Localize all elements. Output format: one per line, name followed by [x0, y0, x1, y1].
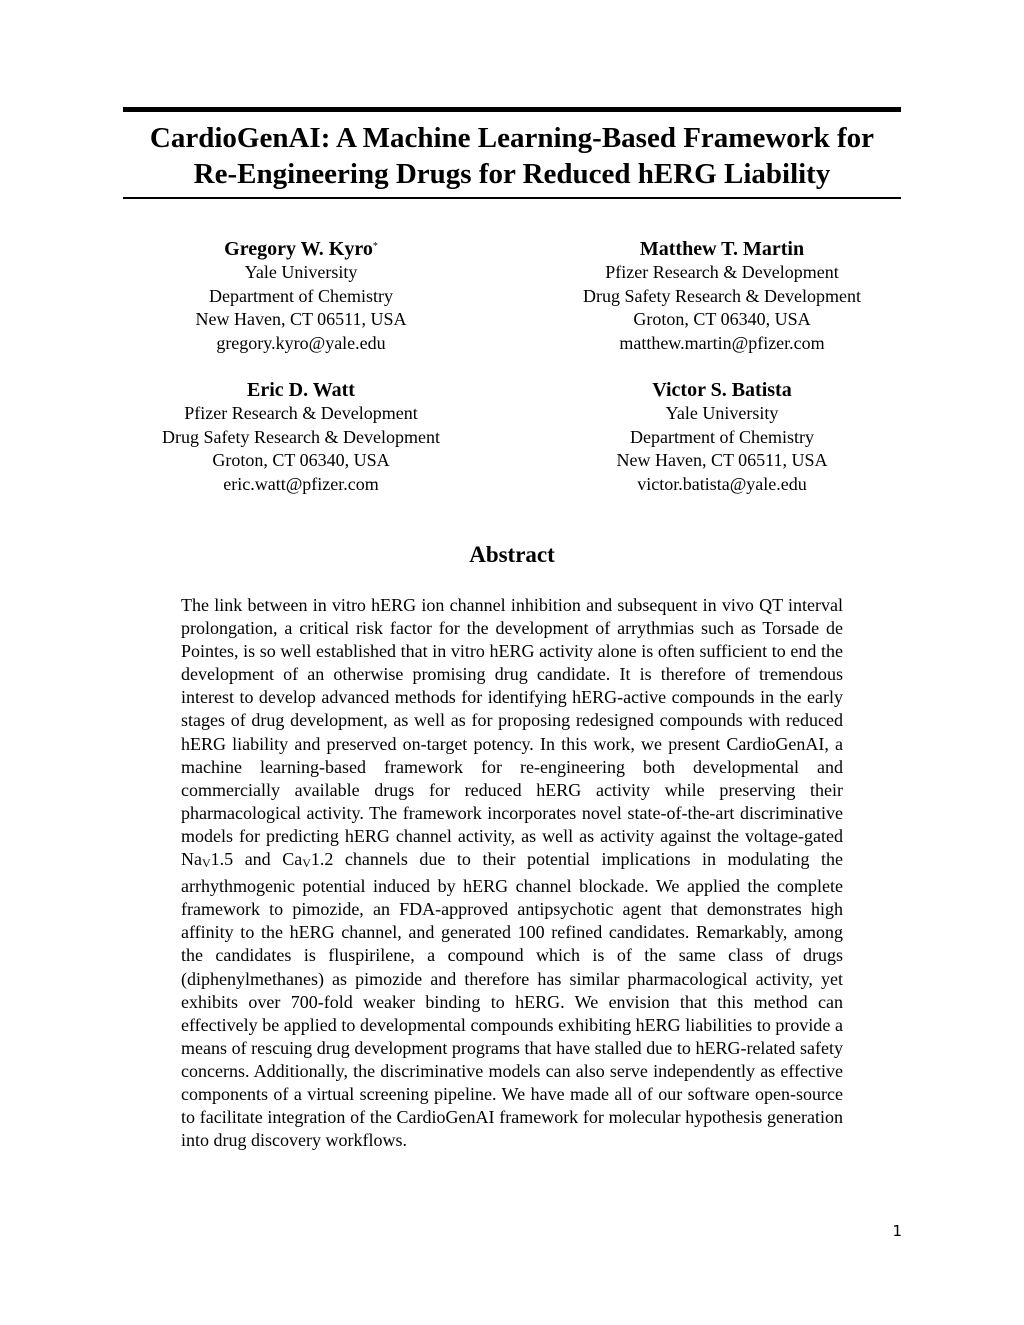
author-block-martin: [522, 237, 922, 355]
corresponding-author-mark: *: [372, 241, 378, 252]
author-address: New Haven, CT 06511, USA: [616, 450, 828, 470]
paper-title-line-1: CardioGenAI: A Machine Learning-Based Framework for: [149, 122, 875, 154]
author-email: victor.batista@yale.edu: [637, 473, 807, 494]
title-rule-top: [123, 107, 901, 112]
author-affiliation: Pfizer Research & Development: [605, 262, 839, 282]
author-department: Department of Chemistry: [209, 285, 393, 306]
author-name: Victor S. Batista: [652, 379, 792, 401]
author-address: Groton, CT 06340, USA: [212, 450, 390, 470]
page-number: 1: [892, 1222, 902, 1240]
author-block-watt: [101, 378, 501, 496]
author-email: gregory.kyro@yale.edu: [216, 332, 386, 353]
author-email: eric.watt@pfizer.com: [223, 473, 379, 494]
author-affiliation: Yale University: [665, 403, 779, 423]
author-name: Gregory W. Kyro*: [224, 238, 378, 260]
author-block-batista: [522, 378, 922, 496]
author-affiliation: Yale University: [244, 262, 358, 282]
author-affiliation: Pfizer Research & Development: [184, 403, 418, 423]
paper-title-line-2: Re-Engineering Drugs for Reduced hERG Liability: [193, 158, 831, 190]
author-address: New Haven, CT 06511, USA: [195, 309, 407, 329]
author-department: Drug Safety Research & Development: [583, 285, 861, 306]
author-name: Eric D. Watt: [247, 379, 355, 401]
author-name: Matthew T. Martin: [639, 238, 805, 260]
author-email: matthew.martin@pfizer.com: [619, 332, 825, 353]
paper-title: [123, 120, 901, 192]
title-rule-bottom: [123, 197, 901, 199]
abstract-heading: Abstract: [469, 542, 555, 567]
abstract-text: The link between in vitro hERG ion channel inhibition and subsequent in vivo QT interval prolongation, a critical risk factor for the development of arrythmias such as Torsade de Pointes, is so well established that in vitro hERG activity alone is often sufficient to end the development of an otherwise promising drug candidate. It is therefore of tremendous interest to develop advanced methods for identifying hERG-active compounds in the early stages of drug development, as well as for proposing redesigned compounds with reduced hERG liability and preserved on-target potency. In this work, we present CardioGenAI, a machine learning-based framework for re-engineering both developmental and commercially available drugs for reduced hERG activity while preserving their pharmacological activity. The framework incorporates novel state-of-the-art discriminative models for predicting hERG channel activity, as well as activity against the voltage-gated NaV1.5 and CaV1.2 channels due to their potential implications in modulating the arrhythmogenic potential induced by hERG channel blockade. We applied the complete framework to pimozide, an FDA-approved antipsychotic agent that demonstrates high affinity to the hERG channel, and generated 100 refined candidates. Remarkably, among the candidates is fluspirilene, a compound which is of the same class of drugs (diphenylmethanes) as pimozide and therefore has similar pharmacological activity, yet exhibits over 700-fold weaker binding to hERG. We envision that this method can effectively be applied to developmental compounds exhibiting hERG liabilities to provide a means of rescuing drug development programs that have stalled due to hERG-related safety concerns. Additionally, the discriminative models can also serve independently as effective components of a virtual screening pipeline. We have made all of our software open-source to facilitate integration of the CardioGenAI framework for molecular hypothesis generation into drug discovery workflows.: [181, 595, 844, 1151]
author-address: Groton, CT 06340, USA: [633, 309, 811, 329]
author-block-kyro: [101, 237, 501, 355]
author-department: Drug Safety Research & Development: [162, 426, 440, 447]
subscript-v: V: [202, 856, 211, 871]
subscript-v: V: [302, 856, 311, 871]
author-department: Department of Chemistry: [630, 426, 814, 447]
